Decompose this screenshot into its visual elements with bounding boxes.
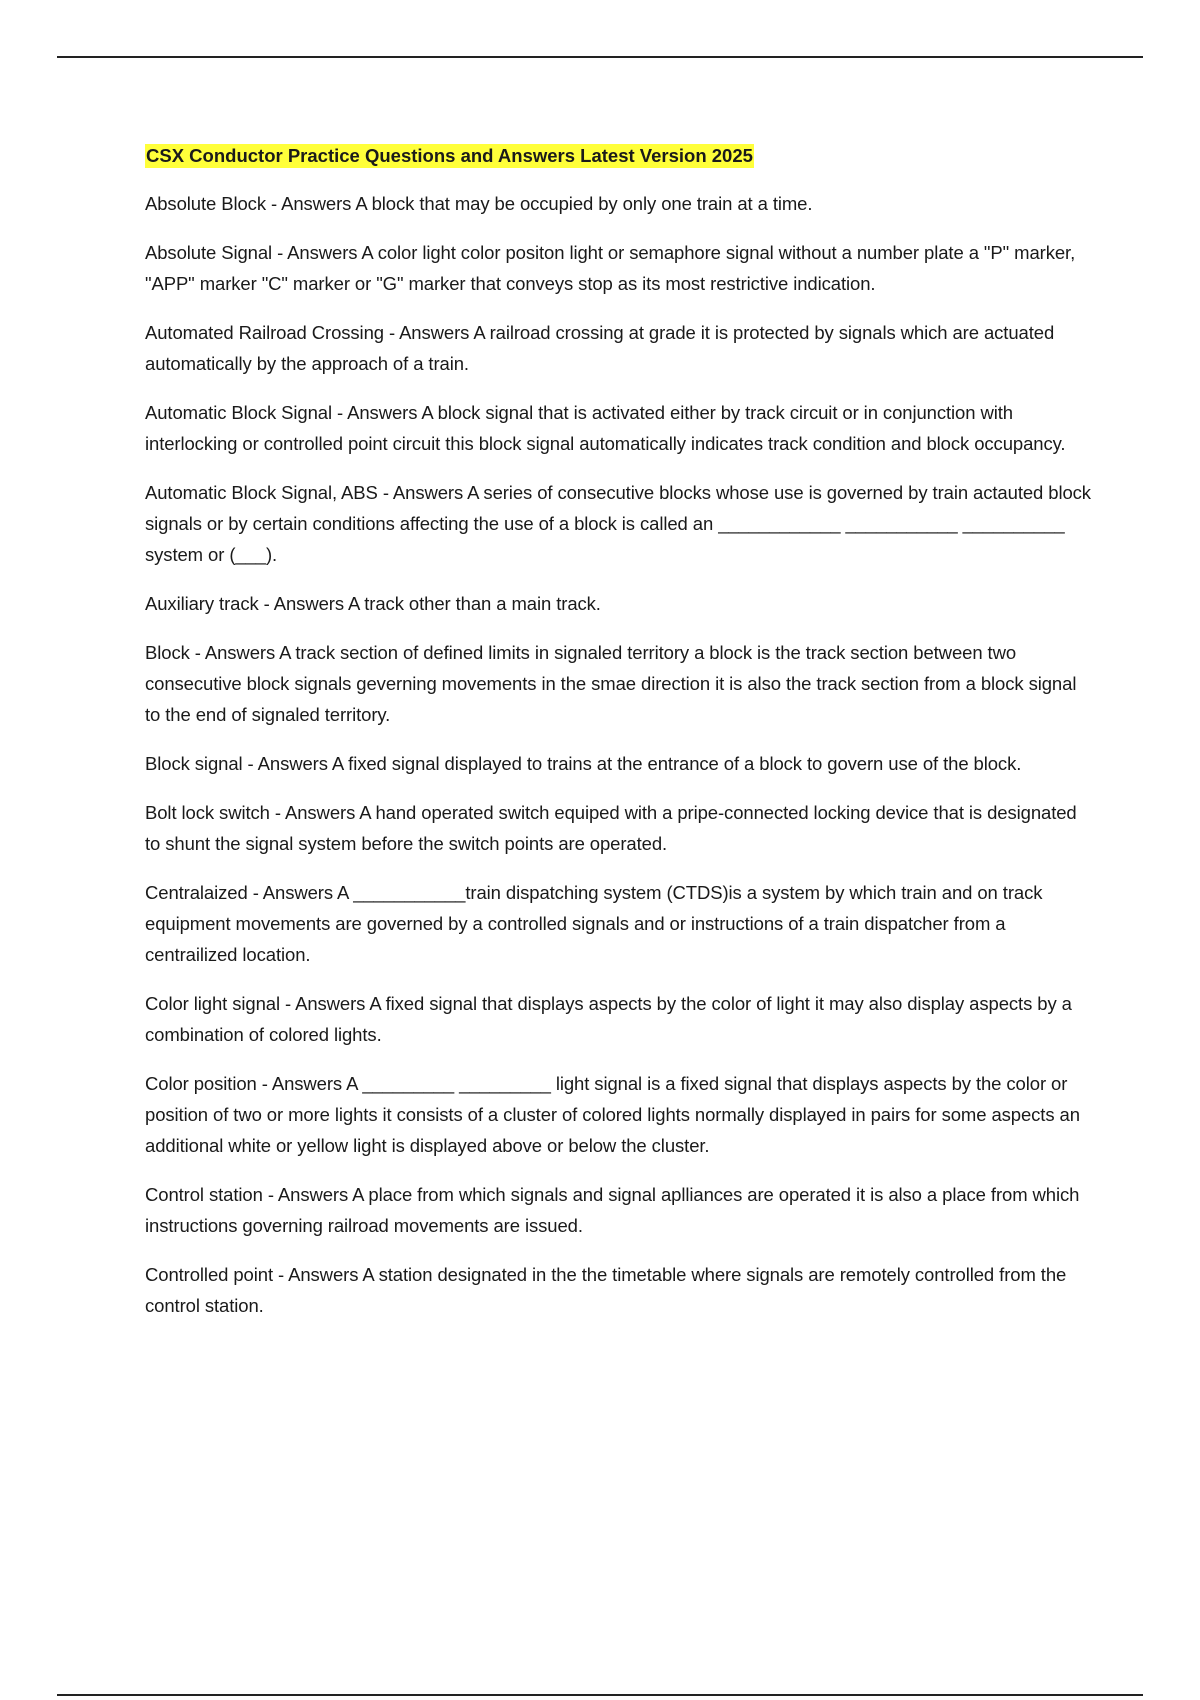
glossary-entry-automatic-block-signal-abs: Automatic Block Signal, ABS - Answers A series of consecutive blocks whose use is governed by train actauted block signals or by certain conditions affecting the use of a block is called an ____________ ___________ __________ system or (___). <box>145 482 1091 565</box>
document-title: CSX Conductor Practice Questions and Answers Latest Version 2025 <box>146 145 753 166</box>
glossary-entry-block: Block - Answers A track section of defined limits in signaled territory a block is the track section between two consecutive block signals geverning movements in the smae direction it is also the track section from a block signal to the end of signaled territory. <box>145 642 1077 725</box>
glossary-entry-bolt-lock-switch: Bolt lock switch - Answers A hand operated switch equiped with a pripe-connected locking device that is designated to shunt the signal system before the switch points are operated. <box>145 802 1077 854</box>
glossary-entry-centralaized: Centralaized - Answers A ___________train dispatching system (CTDS)is a system by which train and on track equipment movements are governed by a controlled signals and or instructions of a train dispatcher from a centrailized location. <box>145 882 1043 965</box>
glossary-entry-controlled-point: Controlled point - Answers A station designated in the the timetable where signals are remotely controlled from the control station. <box>145 1264 1067 1316</box>
glossary-entry-automated-railroad-crossing: Automated Railroad Crossing - Answers A railroad crossing at grade it is protected by signals which are actuated automatically by the approach of a train. <box>145 322 1055 374</box>
glossary-entry-automatic-block-signal: Automatic Block Signal - Answers A block signal that is activated either by track circuit or in conjunction with interlocking or controlled point circuit this block signal automatically indicates track condition and block occupancy. <box>145 402 1066 454</box>
glossary-entry-auxiliary-track: Auxiliary track - Answers A track other than a main track. <box>145 593 601 614</box>
glossary-entry-color-position: Color position - Answers A _________ _________ light signal is a fixed signal that displays aspects by the color or position of two or more lights it consists of a cluster of colored lights normally displayed in pairs for some aspects an additional white or yellow light is displayed above or below the cluster. <box>145 1073 1080 1156</box>
glossary-entry-control-station: Control station - Answers A place from which signals and signal aplliances are operated it is also a place from which instructions governing railroad movements are issued. <box>145 1184 1080 1236</box>
glossary-entry-block-signal: Block signal - Answers A fixed signal displayed to trains at the entrance of a block to govern use of the block. <box>145 753 1022 774</box>
glossary-entry-color-light-signal: Color light signal - Answers A fixed signal that displays aspects by the color of light it may also display aspects by a combination of colored lights. <box>145 993 1072 1045</box>
glossary-entry-absolute-signal: Absolute Signal - Answers A color light color positon light or semaphore signal without a number plate a "P" marker, "APP" marker "C" marker or "G" marker that conveys stop as its most restrictive indication. <box>145 242 1076 294</box>
page-top-rule <box>57 56 1143 58</box>
entry-list <box>145 188 1095 1321</box>
glossary-entry-absolute-block: Absolute Block - Answers A block that may be occupied by only one train at a time. <box>145 193 813 214</box>
document-body <box>145 144 1095 1339</box>
page-bottom-rule <box>57 1694 1143 1696</box>
